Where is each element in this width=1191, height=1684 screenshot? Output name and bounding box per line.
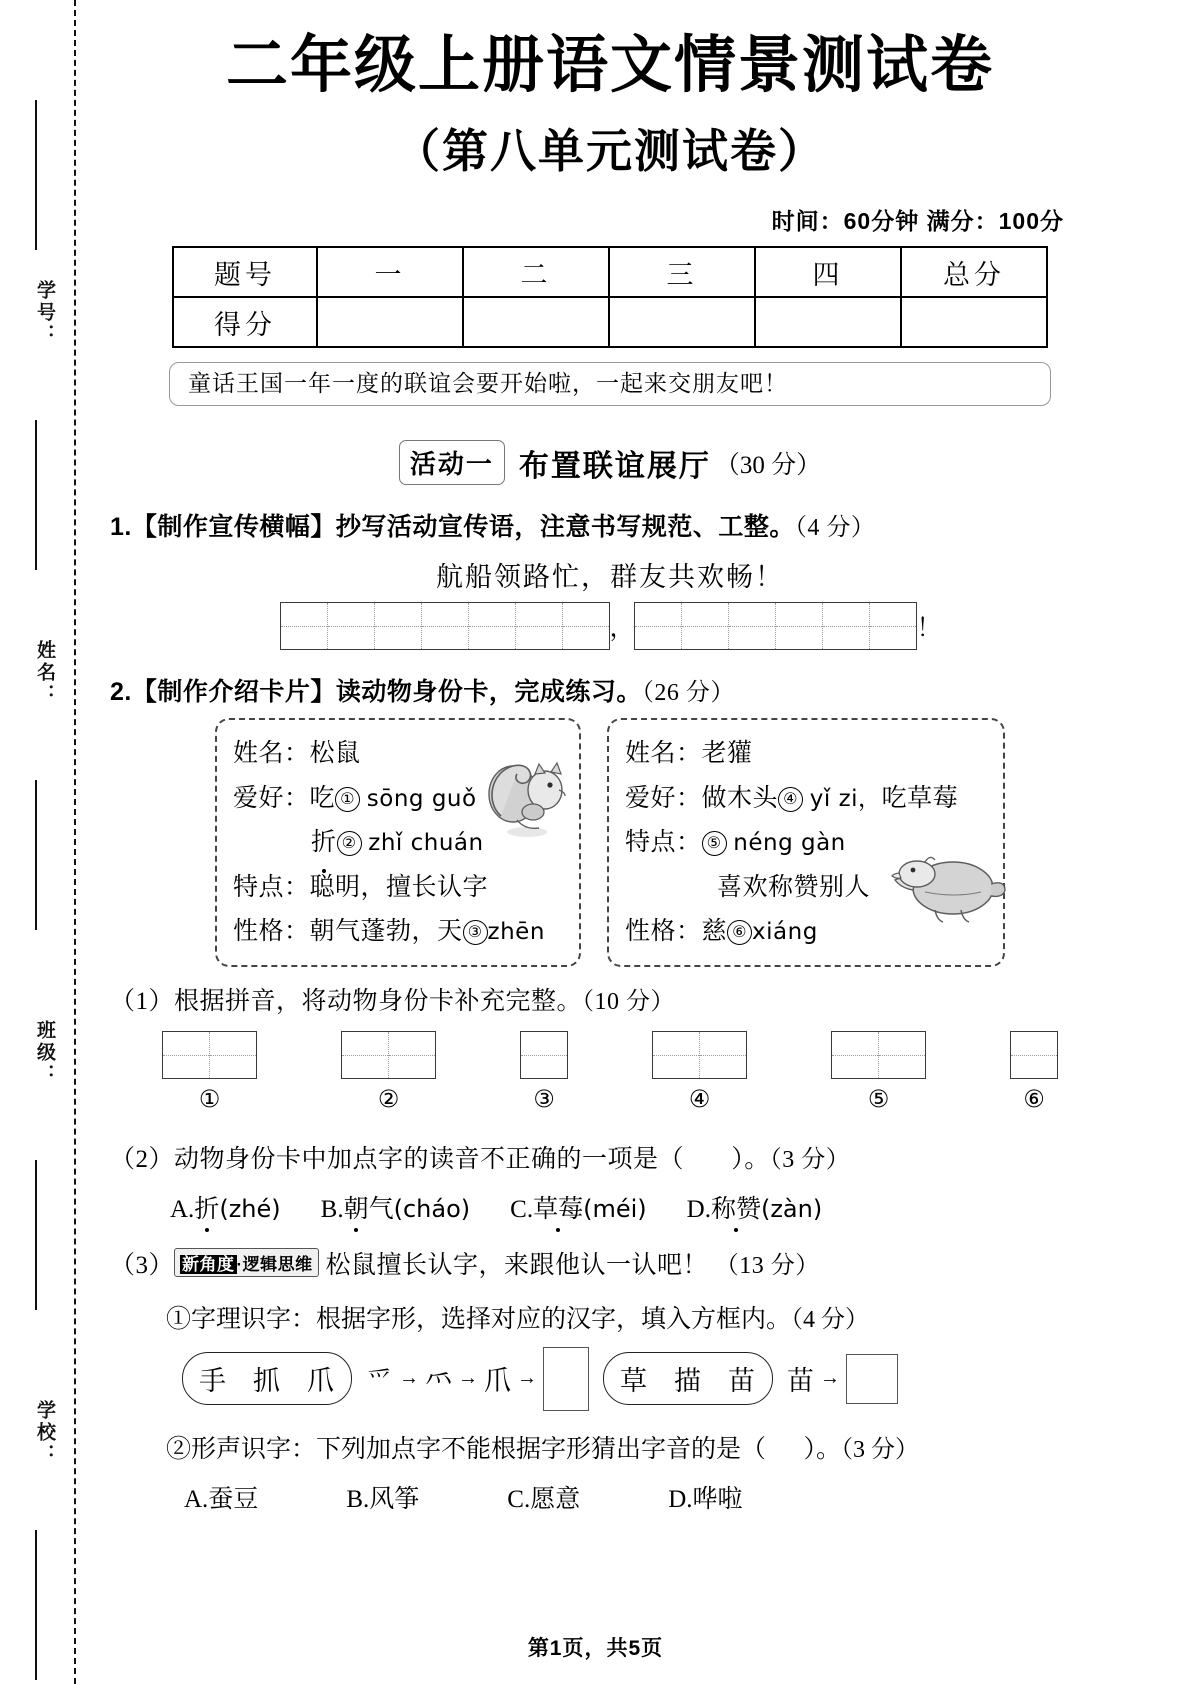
- character-evolution-1: [366, 1347, 589, 1411]
- blank-marker-6: ⑥: [727, 920, 752, 945]
- grid-cell[interactable]: [375, 603, 422, 649]
- option-b-pinyin: (cháo): [393, 1194, 471, 1223]
- badger-illustration: [891, 840, 1009, 928]
- side-rule-1: [35, 100, 37, 250]
- side-rule-4: [35, 1160, 37, 1310]
- answer-slot-2: [341, 1031, 436, 1113]
- pill2-char-3[interactable]: 苗: [728, 1366, 756, 1397]
- pill2-char-2[interactable]: 描: [674, 1366, 702, 1397]
- score-cell-4[interactable]: [755, 297, 901, 347]
- option-b-letter: B.: [320, 1195, 344, 1223]
- activity-points: （30 分）: [714, 451, 822, 479]
- card-trait-pinyin: néng gàn: [733, 830, 846, 857]
- card-hobby-label: 爱好：: [233, 784, 310, 812]
- sub2-text: 动物身份卡中加点字的读音不正确的一项是（: [174, 1145, 685, 1173]
- grid-cell[interactable]: [516, 603, 563, 649]
- item2-option-b-word: 风筝: [369, 1485, 420, 1513]
- score-col-1: 一: [317, 247, 463, 297]
- sub2-label: （2）: [110, 1145, 175, 1173]
- option-a[interactable]: [170, 1189, 281, 1225]
- character-origin-row: [110, 1347, 1110, 1411]
- score-col-total: 总分: [901, 247, 1047, 297]
- card-trait-value: 聪明，擅长认字: [309, 873, 489, 901]
- sub2-text-end: ）。: [731, 1145, 770, 1173]
- intro-banner: 童话王国一年一度的联谊会要开始啦，一起来交朋友吧！: [169, 362, 1051, 406]
- option-b-word: 朝: [344, 1189, 369, 1225]
- arrow-icon: →: [399, 1367, 419, 1390]
- grid-cell[interactable]: [1011, 1032, 1057, 1078]
- item2-option-d[interactable]: [668, 1479, 742, 1515]
- answer-grid-1[interactable]: [162, 1031, 257, 1079]
- answer-slot-4: [652, 1031, 747, 1113]
- answer-grid-2[interactable]: [341, 1031, 436, 1079]
- arrow-icon: →: [820, 1367, 840, 1390]
- score-col-4: 四: [755, 247, 901, 297]
- card-name-value: 老獾: [701, 740, 753, 768]
- answer-grid-5[interactable]: [831, 1031, 926, 1079]
- side-label-school: 学校：: [34, 1400, 55, 1466]
- exam-page: [110, 0, 1110, 1684]
- grid-cell[interactable]: [870, 603, 916, 649]
- exam-meta-info: 时间：60分钟 满分：100分: [771, 208, 1064, 235]
- item2-option-b[interactable]: [346, 1479, 419, 1515]
- blank-marker-4: ④: [778, 787, 803, 812]
- q2-text: 读动物身份卡，完成练习。: [335, 678, 642, 707]
- item2-option-c-word: 愿意: [530, 1485, 581, 1513]
- item2-text-end: ）。: [803, 1435, 842, 1463]
- seal-glyph-1: ⺤: [425, 1366, 452, 1398]
- grid-cell[interactable]: [682, 603, 729, 649]
- grid-cell[interactable]: [521, 1032, 567, 1078]
- card-trait-line: [233, 866, 563, 911]
- score-col-2: 二: [463, 247, 609, 297]
- badge-lead-text: 新角度: [182, 1254, 235, 1274]
- option-c-word: 草莓: [533, 1189, 583, 1225]
- blank-marker-2: ②: [337, 831, 362, 856]
- activity-name: 布置联谊展厅: [518, 449, 711, 483]
- item2-option-b-letter: B.: [346, 1485, 370, 1513]
- card-name-label: 姓名：: [625, 740, 702, 768]
- score-table-header-row: [173, 247, 1047, 297]
- answer-label-4: ④: [688, 1084, 711, 1113]
- arrow-icon: →: [517, 1367, 537, 1390]
- answer-box-1[interactable]: [543, 1347, 589, 1411]
- card-character-label: 性格：: [233, 918, 310, 946]
- oracle-glyph-1: 爫: [366, 1366, 393, 1398]
- item1-text: 字理识字：根据字形，选择对应的汉字，填入方框内。: [191, 1305, 792, 1333]
- grid-cell[interactable]: [563, 603, 609, 649]
- modern-glyph-1: 爪: [484, 1366, 511, 1398]
- side-label-name: 姓名：: [34, 640, 55, 706]
- item2-option-a-word: 蚕豆: [208, 1485, 259, 1513]
- pill1-char-3[interactable]: 爪: [307, 1366, 335, 1397]
- answer-slot-6: [1010, 1031, 1058, 1113]
- sub3-text: 松鼠擅长认字，来跟他认一认吧！: [325, 1251, 708, 1279]
- q1-bracket-label: 【制作宣传横幅】: [131, 513, 336, 542]
- answer-label-3: ③: [533, 1084, 555, 1113]
- card-trait-label: 特点：: [233, 873, 310, 901]
- side-label-class: 班级：: [34, 1020, 55, 1086]
- answer-slot-5: [831, 1031, 926, 1113]
- answer-grid-3[interactable]: [520, 1031, 568, 1079]
- option-b-word-tail: 气: [368, 1195, 394, 1223]
- card-character-pinyin: zhēn: [487, 919, 545, 946]
- oracle-glyph-2: 苗: [787, 1366, 814, 1398]
- new-angle-badge: [174, 1248, 319, 1277]
- answer-label-2: ②: [377, 1084, 400, 1113]
- grid-cell[interactable]: [163, 1032, 210, 1078]
- grid-cell[interactable]: [776, 603, 823, 649]
- item2-option-d-word: 哗啦: [692, 1485, 743, 1513]
- card-character-line: [233, 910, 563, 955]
- item2-points: （3 分）: [841, 1436, 920, 1463]
- grid-cell[interactable]: [422, 603, 469, 649]
- answer-grid-6[interactable]: [1010, 1031, 1058, 1079]
- score-cell-total[interactable]: [901, 297, 1047, 347]
- binding-dashed-line: [74, 0, 76, 1684]
- q1-grid-exclamation: ！: [916, 615, 942, 643]
- score-row-header-points: 得分: [173, 297, 317, 347]
- grid-cell[interactable]: [653, 1032, 700, 1078]
- grid-cell[interactable]: [832, 1032, 879, 1078]
- item2-option-a-letter: A.: [184, 1485, 209, 1513]
- answer-label-6: ⑥: [1023, 1084, 1045, 1113]
- q1-points: （4 分）: [794, 515, 876, 542]
- side-rule-3: [35, 780, 37, 930]
- answer-grid-4[interactable]: [652, 1031, 747, 1079]
- option-c[interactable]: [510, 1189, 647, 1225]
- animal-card-badger: [607, 718, 1005, 967]
- item2-text: 形声识字：下列加点字不能根据字形猜出字音的是（: [191, 1435, 767, 1463]
- card-trait-label: 特点：: [625, 829, 702, 857]
- activity-header: [110, 440, 1110, 485]
- item2-mark: ②: [166, 1435, 192, 1463]
- q2-points: （26 分）: [641, 680, 735, 707]
- sub1-points: （10 分）: [582, 988, 676, 1015]
- sub3-item-1: [110, 1299, 1110, 1335]
- sub1-label: （1）: [110, 987, 175, 1015]
- card-hobby-pinyin: sōng guǒ: [366, 785, 477, 812]
- option-c-letter: C.: [510, 1195, 534, 1223]
- answer-label-5: ⑤: [867, 1084, 890, 1113]
- answer-slot-3: [520, 1031, 568, 1113]
- pill1-char-2[interactable]: 抓: [253, 1366, 281, 1397]
- sub2-points: （3 分）: [769, 1146, 851, 1173]
- q1-slogan: 航船领路忙，群友共欢畅！: [436, 562, 784, 593]
- option-a-pinyin: (zhé): [219, 1194, 281, 1223]
- question-2-sub-2: [110, 1139, 1110, 1175]
- item2-option-a[interactable]: [184, 1479, 258, 1515]
- arrow-icon: →: [458, 1367, 478, 1390]
- character-evolution-2: [787, 1354, 898, 1404]
- score-table: [172, 246, 1048, 348]
- grid-cell[interactable]: [210, 1032, 256, 1078]
- q2-number: 2.: [110, 678, 132, 707]
- q2-bracket-label: 【制作介绍卡片】: [131, 678, 336, 707]
- item1-mark: ①: [166, 1305, 192, 1333]
- grid-cell[interactable]: [328, 603, 375, 649]
- question-2-sub-1: [110, 981, 1110, 1017]
- card-trait-line2-text: 喜欢称赞别人: [717, 873, 871, 901]
- option-a-word: 折: [194, 1189, 219, 1225]
- grid-cell[interactable]: [879, 1032, 925, 1078]
- score-cell-1[interactable]: [317, 297, 463, 347]
- option-b[interactable]: [321, 1189, 471, 1225]
- page-title: 二年级上册语文情景测试卷: [225, 31, 994, 100]
- card-name-label: 姓名：: [233, 740, 310, 768]
- sub1-answer-grids: [110, 1031, 1110, 1113]
- q1-grid-left[interactable]: [280, 602, 610, 650]
- answer-box-2[interactable]: [846, 1354, 898, 1404]
- card-hobby-pinyin: yǐ zi，: [809, 785, 882, 812]
- card-character-prefix: 慈: [701, 918, 728, 946]
- option-d[interactable]: [687, 1189, 823, 1225]
- side-label-student-id: 学号：: [34, 280, 55, 346]
- grid-cell[interactable]: [389, 1032, 435, 1078]
- grid-cell[interactable]: [635, 603, 682, 649]
- q1-number: 1.: [110, 513, 132, 542]
- card-character-label: 性格：: [625, 918, 702, 946]
- q1-writing-grid: [110, 602, 1110, 650]
- grid-cell[interactable]: [823, 603, 870, 649]
- option-a-letter: A.: [170, 1195, 195, 1223]
- option-d-letter: D.: [686, 1195, 711, 1223]
- card-hobby-line: [625, 777, 987, 822]
- grid-cell[interactable]: [729, 603, 776, 649]
- score-row-header-question: 题号: [173, 247, 317, 297]
- card-hobby-prefix: 做木头: [701, 784, 779, 812]
- sub2-answer-blank[interactable]: [684, 1146, 731, 1173]
- item2-option-d-letter: D.: [668, 1485, 693, 1513]
- activity-tag: 活动一: [399, 440, 505, 485]
- animal-card-squirrel: [215, 718, 581, 967]
- question-2: [110, 672, 1110, 708]
- card-character-value: 朝气蓬勃，天: [309, 918, 463, 946]
- card-hobby-label: 爱好：: [625, 784, 702, 812]
- blank-marker-1: ①: [335, 787, 360, 812]
- grid-cell[interactable]: [342, 1032, 389, 1078]
- blank-marker-5: ⑤: [702, 831, 727, 856]
- card-hobby-prefix: 吃: [309, 784, 336, 812]
- card-hobby2-prefix: 折: [311, 821, 337, 866]
- q1-grid-comma: ，: [609, 615, 635, 643]
- item2-answer-blank[interactable]: [766, 1436, 804, 1463]
- grid-cell[interactable]: [700, 1032, 746, 1078]
- answer-slot-1: [162, 1031, 257, 1113]
- card-name-line: [625, 732, 987, 777]
- page-subtitle: （第八单元测试卷）: [394, 125, 826, 178]
- sub1-text: 根据拼音，将动物身份卡补充完整。: [174, 987, 583, 1015]
- answer-label-1: ①: [198, 1084, 221, 1113]
- card-hobby2-pinyin: zhǐ chuán: [368, 830, 484, 857]
- character-choice-pill-2[interactable]: [603, 1352, 773, 1405]
- score-cell-2[interactable]: [463, 297, 609, 347]
- score-table-value-row: [173, 297, 1047, 347]
- blank-marker-3: ③: [463, 920, 488, 945]
- q1-grid-right[interactable]: [634, 602, 917, 650]
- q1-text: 抄写活动宣传语，注意书写规范、工整。: [335, 513, 795, 542]
- sub3-points: （13 分）: [714, 1252, 820, 1279]
- question-2-sub-3: [110, 1245, 1110, 1281]
- sub3-label: （3）: [110, 1251, 175, 1279]
- score-cell-3[interactable]: [609, 297, 755, 347]
- item1-points: （4 分）: [791, 1306, 870, 1333]
- question-1: [110, 507, 1110, 543]
- card-name-value: 松鼠: [309, 740, 361, 768]
- side-rule-2: [35, 420, 37, 570]
- sub3-item-2: [110, 1429, 1110, 1465]
- animal-id-cards: [110, 718, 1110, 967]
- grid-cell[interactable]: [469, 603, 516, 649]
- card-hobby-suffix: 吃草莓: [881, 784, 959, 812]
- score-col-3: 三: [609, 247, 755, 297]
- squirrel-illustration: [483, 754, 575, 842]
- pill1-char-1[interactable]: 手: [199, 1366, 227, 1397]
- option-d-word: 称赞: [711, 1189, 761, 1225]
- card-character-pinyin: xiáng: [752, 919, 818, 946]
- grid-cell[interactable]: [281, 603, 328, 649]
- item2-option-c-letter: C.: [507, 1485, 531, 1513]
- item2-options: [110, 1479, 1110, 1515]
- page-footer: 第1页，共5页: [527, 1637, 664, 1660]
- option-d-pinyin: (zàn): [760, 1194, 823, 1223]
- option-c-pinyin: (méi): [583, 1194, 647, 1223]
- character-choice-pill-1[interactable]: [182, 1352, 352, 1405]
- pill2-char-1[interactable]: 草: [620, 1366, 648, 1397]
- badge-tail-text: ·逻辑思维: [236, 1254, 313, 1274]
- item2-option-c[interactable]: [507, 1479, 580, 1515]
- sub2-options: [110, 1189, 1110, 1225]
